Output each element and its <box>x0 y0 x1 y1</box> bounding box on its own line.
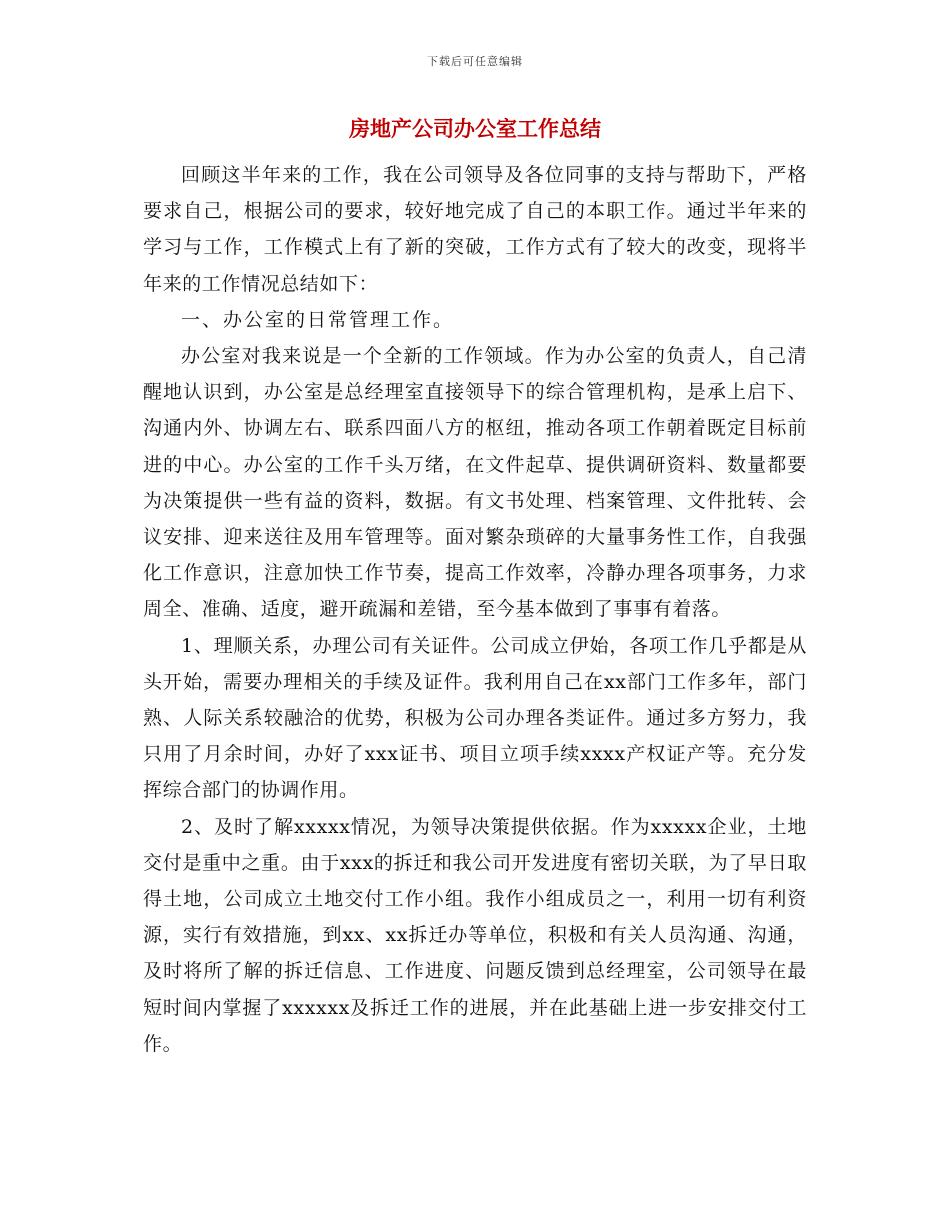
document-title: 房地产公司办公室工作总结 <box>349 117 601 141</box>
item-2-paragraph: 2、及时了解xxxxx情况，为领导决策提供依据。作为xxxxx企业，土地交付是重中之重。由于xxx的拆迁和我公司开发进度有密切关联，为了早日取得土地，公司成立土地交付工作小组。我作小组成员之一，利用一切有利资源，实行有效措施，到xx、xx拆迁办等单位，积极和有关人员沟通、沟通，及时将所了解的拆迁信息、工作进度、问题反馈到总经理室，公司领导在最短时间内掌握了xxxxxx及拆迁工作的进展，并在此基础上进一步安排交付工作。 <box>143 815 807 1055</box>
item-1-paragraph: 1、理顺关系，办理公司有关证件。公司成立伊始，各项工作几乎都是从头开始，需要办理相关的手续及证件。我利用自己在xx部门工作多年，部门熟、人际关系较融洽的优势，积极为公司办理各类证件。通过多方努力，我只用了月余时间，办好了xxx证书、项目立项手续xxxx产权证产等。充分发挥综合部门的协调作用。 <box>143 634 807 802</box>
intro-paragraph: 回顾这半年来的工作，我在公司领导及各位同事的支持与帮助下，严格要求自己，根据公司的要求，较好地完成了自己的本职工作。通过半年来的学习与工作，工作模式上有了新的突破，工作方式有了较大的改变，现将半年来的工作情况总结如下： <box>143 164 807 295</box>
section-paragraph: 办公室对我来说是一个全新的工作领域。作为办公室的负责人，自己清醒地认识到，办公室是总经理室直接领导下的综合管理机构，是承上启下、沟通内外、协调左右、联系四面八方的枢纽，推动各项工作朝着既定目标前进的中心。办公室的工作千头万绪，在文件起草、提供调研资料、数量都要为决策提供一些有益的资料，数据。有文书处理、档案管理、文件批转、会议安排、迎来送往及用车管理等。面对繁杂琐碎的大量事务性工作，自我强化工作意识，注意加快工作节奏，提高工作效率，冷静办理各项事务，力求周全、准确、适度，避开疏漏和差错，至今基本做到了事事有着落。 <box>143 345 807 621</box>
section-heading: 一、办公室的日常管理工作。 <box>181 308 455 331</box>
page-header: 下载后可任意编辑 <box>427 55 523 68</box>
document-body <box>143 157 807 1062</box>
